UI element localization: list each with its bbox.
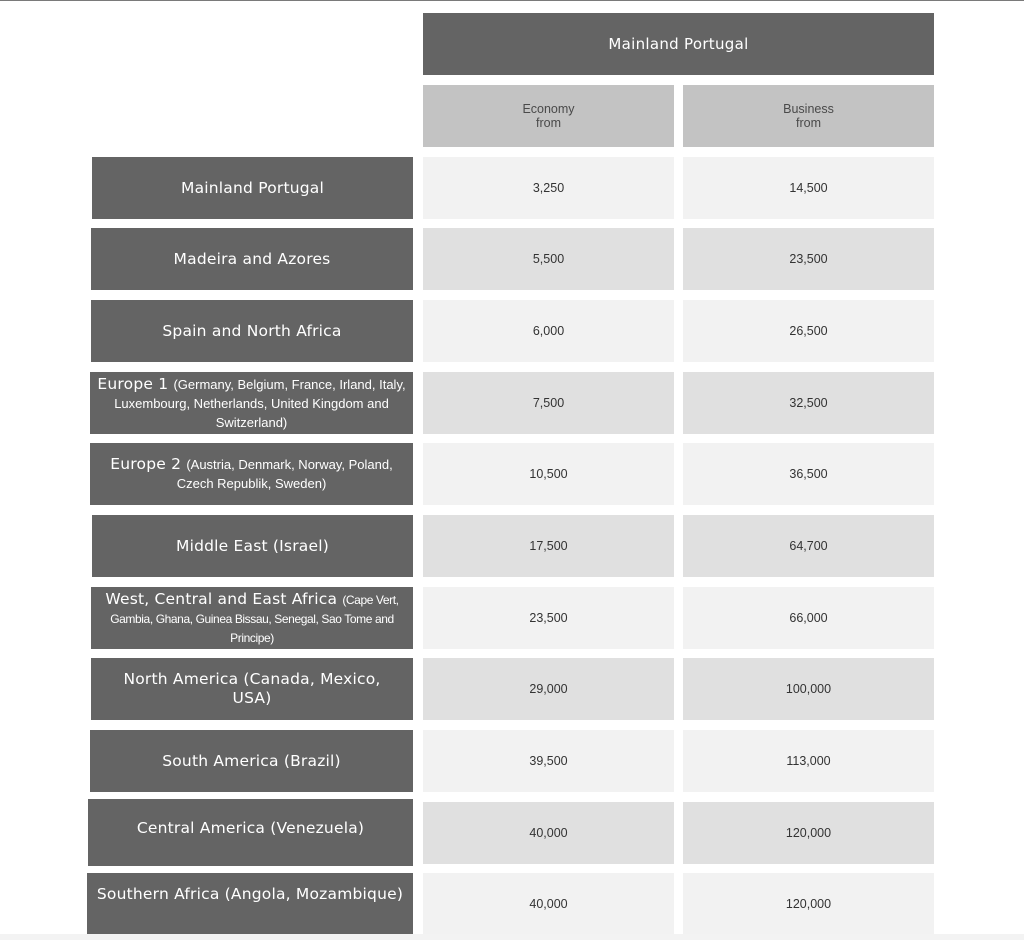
bottom-edge <box>0 934 1024 940</box>
economy-column-header <box>423 85 674 147</box>
table-row <box>0 730 1024 792</box>
business-header-sublabel: from <box>796 116 821 130</box>
business-value: 66,000 <box>683 587 934 649</box>
table-row <box>0 873 1024 935</box>
economy-value: 39,500 <box>423 730 674 792</box>
business-value: 23,500 <box>683 228 934 290</box>
economy-value: 40,000 <box>423 873 674 935</box>
region-name: Central America (Venezuela) <box>136 819 365 837</box>
region-name: Mainland Portugal <box>181 178 324 197</box>
business-value: 120,000 <box>683 802 934 864</box>
business-value: 26,500 <box>683 300 934 362</box>
business-value: 36,500 <box>683 443 934 505</box>
economy-value: 29,000 <box>423 658 674 720</box>
top-border <box>0 0 1024 1</box>
region-cell <box>90 443 413 505</box>
region-cell <box>88 799 413 866</box>
region-countries: (Austria, Denmark, Norway, Poland, Czech Republik, Sweden) <box>176 457 393 491</box>
economy-value: 7,500 <box>423 372 674 434</box>
table-row <box>0 658 1024 720</box>
table-row <box>0 515 1024 577</box>
economy-header-label: Economy <box>522 102 575 116</box>
region-cell <box>91 587 413 649</box>
business-header-label: Business <box>783 102 834 116</box>
region-cell <box>90 730 413 792</box>
business-value: 64,700 <box>683 515 934 577</box>
region-name: Southern Africa (Angola, Mozambique) <box>96 885 404 903</box>
region-cell <box>91 300 413 362</box>
economy-header-sublabel: from <box>536 116 561 130</box>
economy-value: 6,000 <box>423 300 674 362</box>
table-row <box>0 372 1024 434</box>
table-row <box>0 799 1024 861</box>
economy-value: 40,000 <box>423 802 674 864</box>
table-row <box>0 228 1024 290</box>
business-value: 120,000 <box>683 873 934 935</box>
economy-value: 3,250 <box>423 157 674 219</box>
business-value: 14,500 <box>683 157 934 219</box>
column-group-header: Mainland Portugal <box>423 13 934 75</box>
region-name: Madeira and Azores <box>173 249 331 268</box>
business-value: 113,000 <box>683 730 934 792</box>
region-name: Spain and North Africa <box>162 321 342 340</box>
table-row <box>0 443 1024 505</box>
region-countries: (Germany, Belgium, France, Irland, Italy, Luxembourg, Netherlands, United Kingdom and Switzerland) <box>114 376 406 430</box>
region-cell <box>91 658 413 720</box>
region-cell <box>87 873 413 935</box>
business-value: 32,500 <box>683 372 934 434</box>
economy-value: 17,500 <box>423 515 674 577</box>
business-value: 100,000 <box>683 658 934 720</box>
economy-value: 23,500 <box>423 587 674 649</box>
region-countries: (Cape Vert, Gambia, Ghana, Guinea Bissau, Senegal, Sao Tome and Principe) <box>110 592 399 645</box>
region-name: Europe 1 <box>97 374 169 393</box>
region-cell <box>90 372 413 434</box>
region-cell <box>91 228 413 290</box>
region-cell <box>92 157 413 219</box>
economy-value: 10,500 <box>423 443 674 505</box>
table-row <box>0 587 1024 649</box>
region-name: West, Central and East Africa <box>105 589 338 608</box>
region-name: North America (Canada, Mexico, USA) <box>123 670 381 707</box>
table-row <box>0 157 1024 219</box>
region-name: Middle East (Israel) <box>176 536 329 555</box>
region-cell <box>92 515 413 577</box>
region-name: South America (Brazil) <box>162 751 341 770</box>
economy-value: 5,500 <box>423 228 674 290</box>
table-row <box>0 300 1024 362</box>
business-column-header <box>683 85 934 147</box>
region-name: Europe 2 <box>110 455 182 473</box>
